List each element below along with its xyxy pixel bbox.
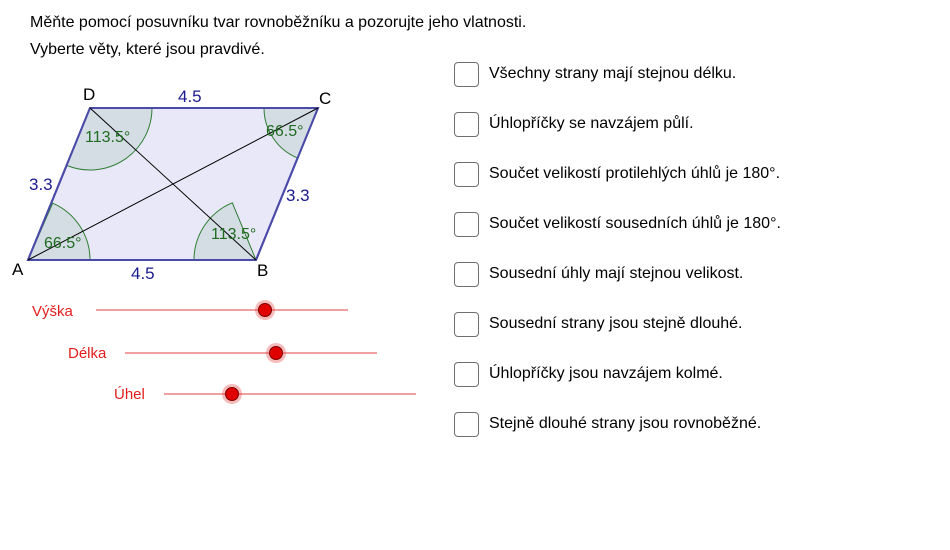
statement-row-5[interactable]: [454, 260, 743, 288]
vertex-label-d: D: [83, 85, 96, 104]
angle-value-a: 66.5°: [44, 235, 82, 252]
statement-checkbox-6[interactable]: [454, 312, 479, 337]
statement-row-8[interactable]: [454, 410, 761, 438]
side-length-dc: 4.5: [178, 87, 202, 106]
vertex-label-a: A: [12, 260, 24, 279]
statement-text-2: Úhlopříčky se navzájem půlí.: [489, 115, 694, 132]
statement-text-4: Součet velikostí sousedních úhlů je 180°.: [489, 215, 781, 232]
statement-row-2[interactable]: [454, 110, 694, 138]
side-length-ad: 3.3: [29, 175, 53, 194]
slider-knob-vyska[interactable]: [258, 303, 272, 317]
angle-value-c: 66.5°: [266, 123, 304, 140]
vertex-label-b: B: [257, 261, 269, 280]
statement-checkbox-8[interactable]: [454, 412, 479, 437]
angle-value-b: 113.5°: [211, 226, 257, 243]
slider-label-vyska: Výška: [32, 303, 73, 320]
slider-track-vyska[interactable]: [96, 309, 348, 311]
statement-checkbox-2[interactable]: [454, 112, 479, 137]
side-length-ab: 4.5: [131, 264, 155, 283]
statement-row-4[interactable]: [454, 210, 781, 238]
slider-track-uhel[interactable]: [164, 393, 416, 395]
slider-track-delka[interactable]: [125, 352, 377, 354]
statement-text-7: Úhlopříčky jsou navzájem kolmé.: [489, 365, 723, 382]
statement-checkbox-7[interactable]: [454, 362, 479, 387]
statement-row-1[interactable]: [454, 60, 736, 88]
statement-checkbox-4[interactable]: [454, 212, 479, 237]
slider-knob-uhel[interactable]: [225, 387, 239, 401]
statement-checkbox-1[interactable]: [454, 62, 479, 87]
instruction-line-1: Měňte pomocí posuvníku tvar rovnoběžníku a pozorujte jeho vlatnosti.: [30, 14, 527, 31]
statement-row-6[interactable]: [454, 310, 743, 338]
statement-text-1: Všechny strany mají stejnou délku.: [489, 65, 737, 82]
instruction-line-2: Vyberte věty, které jsou pravdivé.: [30, 41, 265, 58]
statement-text-8: Stejně dlouhé strany jsou rovnoběžné.: [489, 415, 762, 432]
slider-knob-delka[interactable]: [269, 346, 283, 360]
slider-label-uhel: Úhel: [114, 386, 145, 403]
vertex-label-c: C: [319, 89, 332, 108]
statement-text-5: Sousední úhly mají stejnou velikost.: [489, 265, 744, 282]
angle-value-d: 113.5°: [85, 129, 131, 146]
statement-checkbox-3[interactable]: [454, 162, 479, 187]
statement-row-7[interactable]: [454, 360, 723, 388]
statement-row-3[interactable]: [454, 160, 780, 188]
statement-checkbox-5[interactable]: [454, 262, 479, 287]
statement-text-6: Sousední strany jsou stejně dlouhé.: [489, 315, 743, 332]
statement-text-3: Součet velikostí protilehlých úhlů je 180°.: [489, 165, 781, 182]
side-length-bc: 3.3: [286, 186, 310, 205]
slider-label-delka: Délka: [68, 345, 107, 362]
parallelogram-figure: [0, 0, 440, 290]
